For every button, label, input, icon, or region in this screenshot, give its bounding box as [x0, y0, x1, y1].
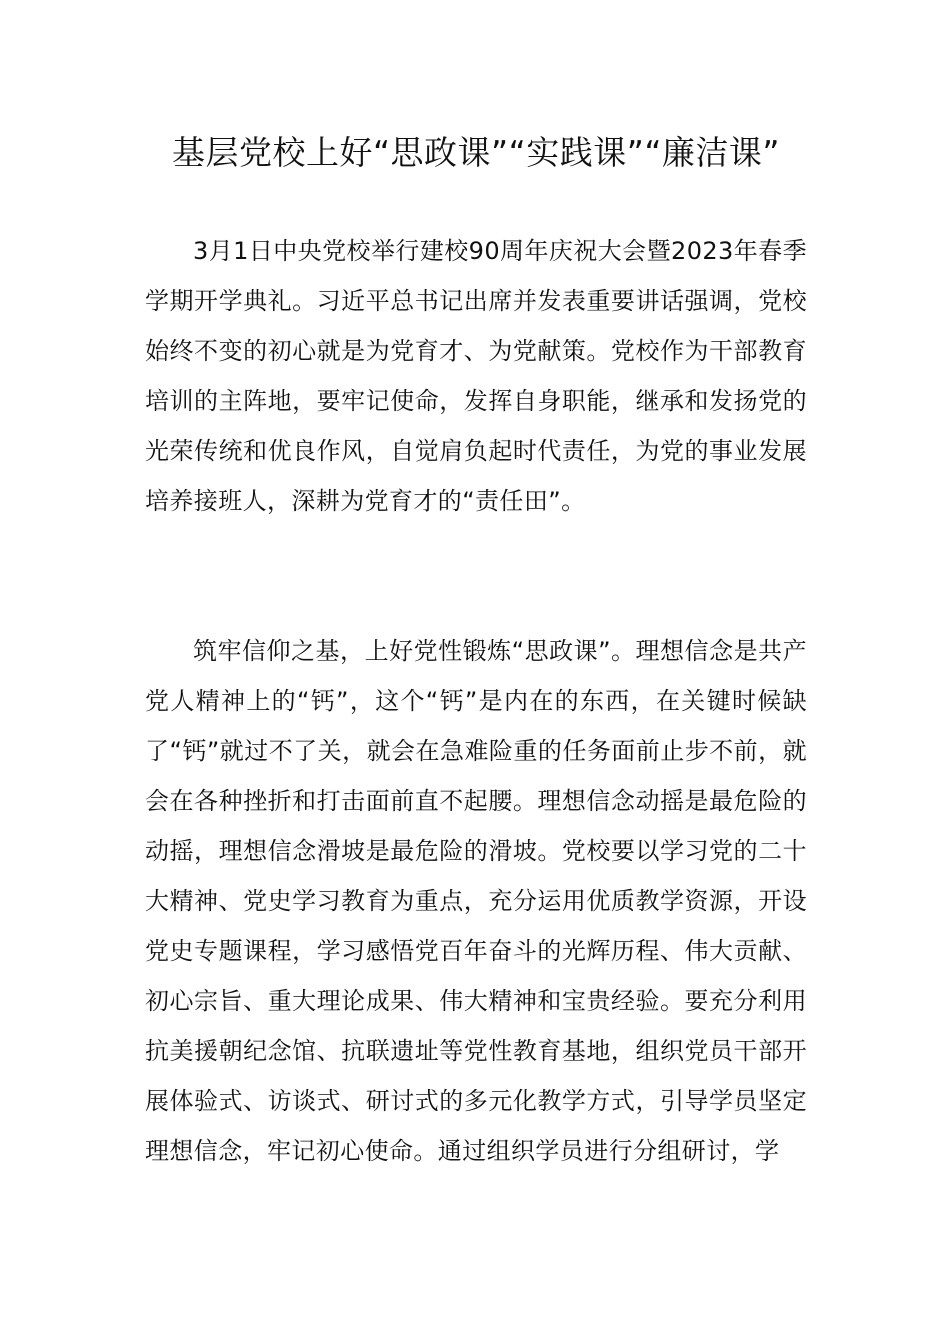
document-title: 基层党校上好“思政课”“实践课”“廉洁课”: [171, 133, 781, 172]
paragraph-1: 3月1日中央党校举行建校90周年庆祝大会暨2023年春季学期开学典礼。习近平总书记出席并发表重要讲话强调，党校始终不变的初心就是为党育才、为党献策。党校作为干部教育培训的主阵地，要牢记使命，发挥自身职能，继承和发扬党的光荣传统和优良作风，自觉肩负起时代责任，为党的事业发展培养接班人，深耕为党育才的“责任田”。: [145, 237, 807, 515]
paragraph-2: 筑牢信仰之基，上好党性锻炼“思政课”。理想信念是共产党人精神上的“钙”，这个“钙”是内在的东西，在关键时候缺了“钙”就过不了关，就会在急难险重的任务面前止步不前，就会在各种挫折和打击面前直不起腰。理想信念动摇是最危险的动摇，理想信念滑坡是最危险的滑坡。党校要以学习党的二十大精神、党史学习教育为重点，充分运用优质教学资源，开设党史专题课程，学习感悟党百年奋斗的光辉历程、伟大贡献、初心宗旨、重大理论成果、伟大精神和宝贵经验。要充分利用抗美援朝纪念馆、抗联遗址等党性教育基地，组织党员干部开展体验式、访谈式、研讨式的多元化教学方式，引导学员坚定理想信念，牢记初心使命。通过组织学员进行分组研讨，学: [145, 637, 807, 1165]
